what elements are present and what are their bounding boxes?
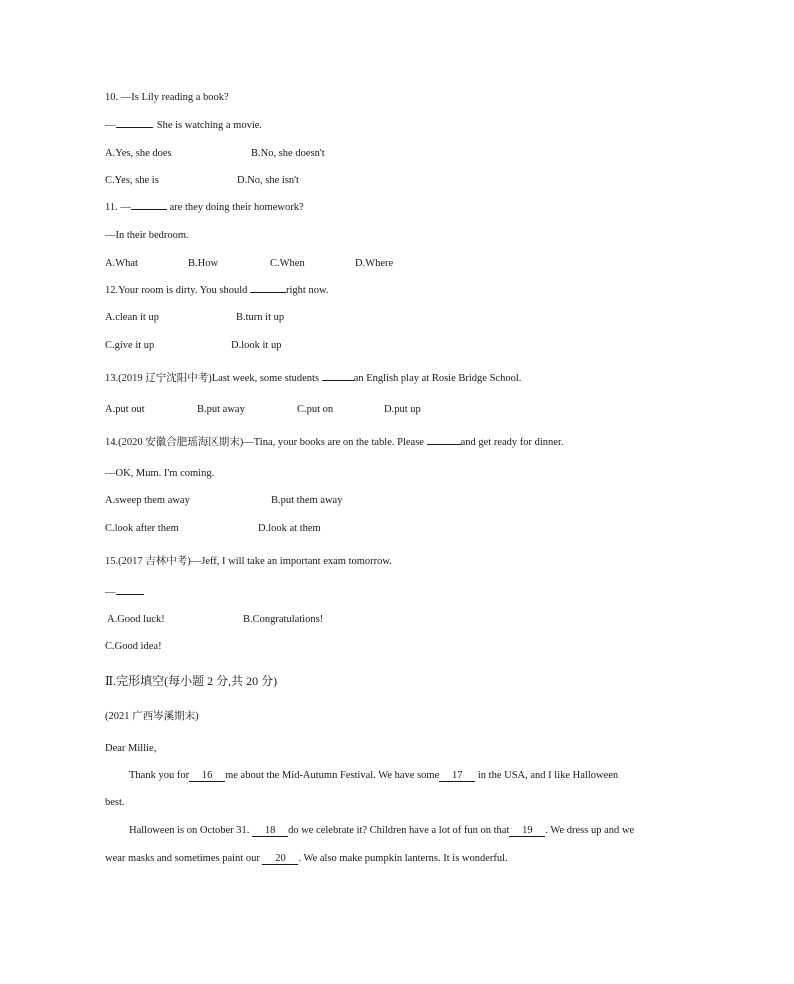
option-a: A.clean it up [105, 312, 159, 323]
letter-greeting: Dear Millie, [105, 743, 157, 754]
question-14-stem-post: and get ready for dinner. [460, 437, 564, 448]
answer-blank [322, 380, 354, 381]
question-15-reply [105, 586, 144, 600]
option-a: A.put out [105, 404, 145, 415]
blank-18: 18 [252, 825, 288, 837]
option-c: C.When [270, 258, 305, 269]
option-b: B.No, she doesn't [251, 148, 325, 159]
letter-paragraph-1-line-1 [105, 769, 689, 783]
text: wear masks and sometimes paint our [105, 853, 263, 864]
option-c: C.give it up [105, 340, 155, 351]
question-13-stem-pre: 13.(2019 辽宁沈阳中考)Last week, some students [105, 373, 322, 384]
blank-20: 20 [262, 853, 298, 865]
answer-blank [116, 127, 152, 128]
option-c: C.Good idea! [105, 641, 162, 652]
option-c: C.look after them [105, 523, 179, 534]
question-14-stem-pre: 14.(2020 安徽合肥瑶海区期末)—Tina, your books are on the table. Please [105, 437, 427, 448]
option-b: B.put them away [271, 495, 343, 506]
section-source: (2021 广西岑溪期末) [105, 711, 199, 722]
blank-17: 17 [439, 770, 475, 782]
question-13-stem [105, 372, 521, 386]
text: in the USA, and I like Halloween [475, 770, 619, 781]
letter-paragraph-1-line-2: best. [105, 797, 125, 808]
question-12-stem-post: right now. [286, 285, 329, 296]
text: do we celebrate it? Children have a lot of fun on that [288, 825, 510, 836]
text: Halloween is on October 31. [129, 825, 253, 836]
question-10-reply [105, 119, 262, 133]
text: Thank you for [129, 770, 190, 781]
question-11-stem [105, 201, 304, 215]
option-b: B.How [188, 258, 219, 269]
question-10-stem: 10. —Is Lily reading a book? [105, 92, 229, 103]
answer-blank [250, 292, 286, 293]
option-a: A.What [105, 258, 138, 269]
answer-blank [116, 594, 144, 595]
question-11-reply: —In their bedroom. [105, 230, 189, 241]
answer-blank [131, 209, 167, 210]
question-12-stem-pre: 12.Your room is dirty. You should [105, 285, 250, 296]
text: . We also make pumpkin lanterns. It is wonderful. [298, 853, 508, 864]
question-12-stem [105, 284, 328, 298]
question-14-reply: —OK, Mum. I'm coming. [105, 468, 215, 479]
question-13-stem-post: an English play at Rosie Bridge School. [353, 373, 522, 384]
option-d: D.look at them [258, 523, 321, 534]
letter-paragraph-2-line-2 [105, 852, 665, 866]
answer-blank [427, 444, 461, 445]
option-a: A.sweep them away [105, 495, 190, 506]
option-d: D.put up [384, 404, 421, 415]
option-c: C.put on [297, 404, 334, 415]
section-title: Ⅱ.完形填空(每小题 2 分,共 20 分) [105, 674, 278, 688]
question-11-stem-post: are they doing their homework? [166, 202, 304, 213]
option-d: D.Where [355, 258, 394, 269]
question-15-stem: 15.(2017 吉林中考)—Jeff, I will take an important exam tomorrow. [105, 556, 392, 567]
dash: — [105, 120, 116, 131]
letter-paragraph-2-line-1 [105, 824, 689, 838]
question-14-stem [105, 436, 564, 450]
option-b: B.put away [197, 404, 245, 415]
option-a: A.Good luck! [107, 614, 165, 625]
question-11-stem-pre: 11. — [105, 202, 131, 213]
question-10-reply-text: . She is watching a movie. [151, 120, 263, 131]
option-d: D.No, she isn't [237, 175, 299, 186]
blank-19: 19 [509, 825, 545, 837]
option-c: C.Yes, she is [105, 175, 159, 186]
option-a: A.Yes, she does [105, 148, 172, 159]
blank-16: 16 [189, 770, 225, 782]
text: . We dress up and we [545, 825, 635, 836]
option-d: D.look it up [231, 340, 282, 351]
text: me about the Mid-Autumn Festival. We have some [225, 770, 440, 781]
option-b: B.turn it up [236, 312, 285, 323]
dash: — [105, 587, 116, 598]
option-b: B.Congratulations! [243, 614, 324, 625]
